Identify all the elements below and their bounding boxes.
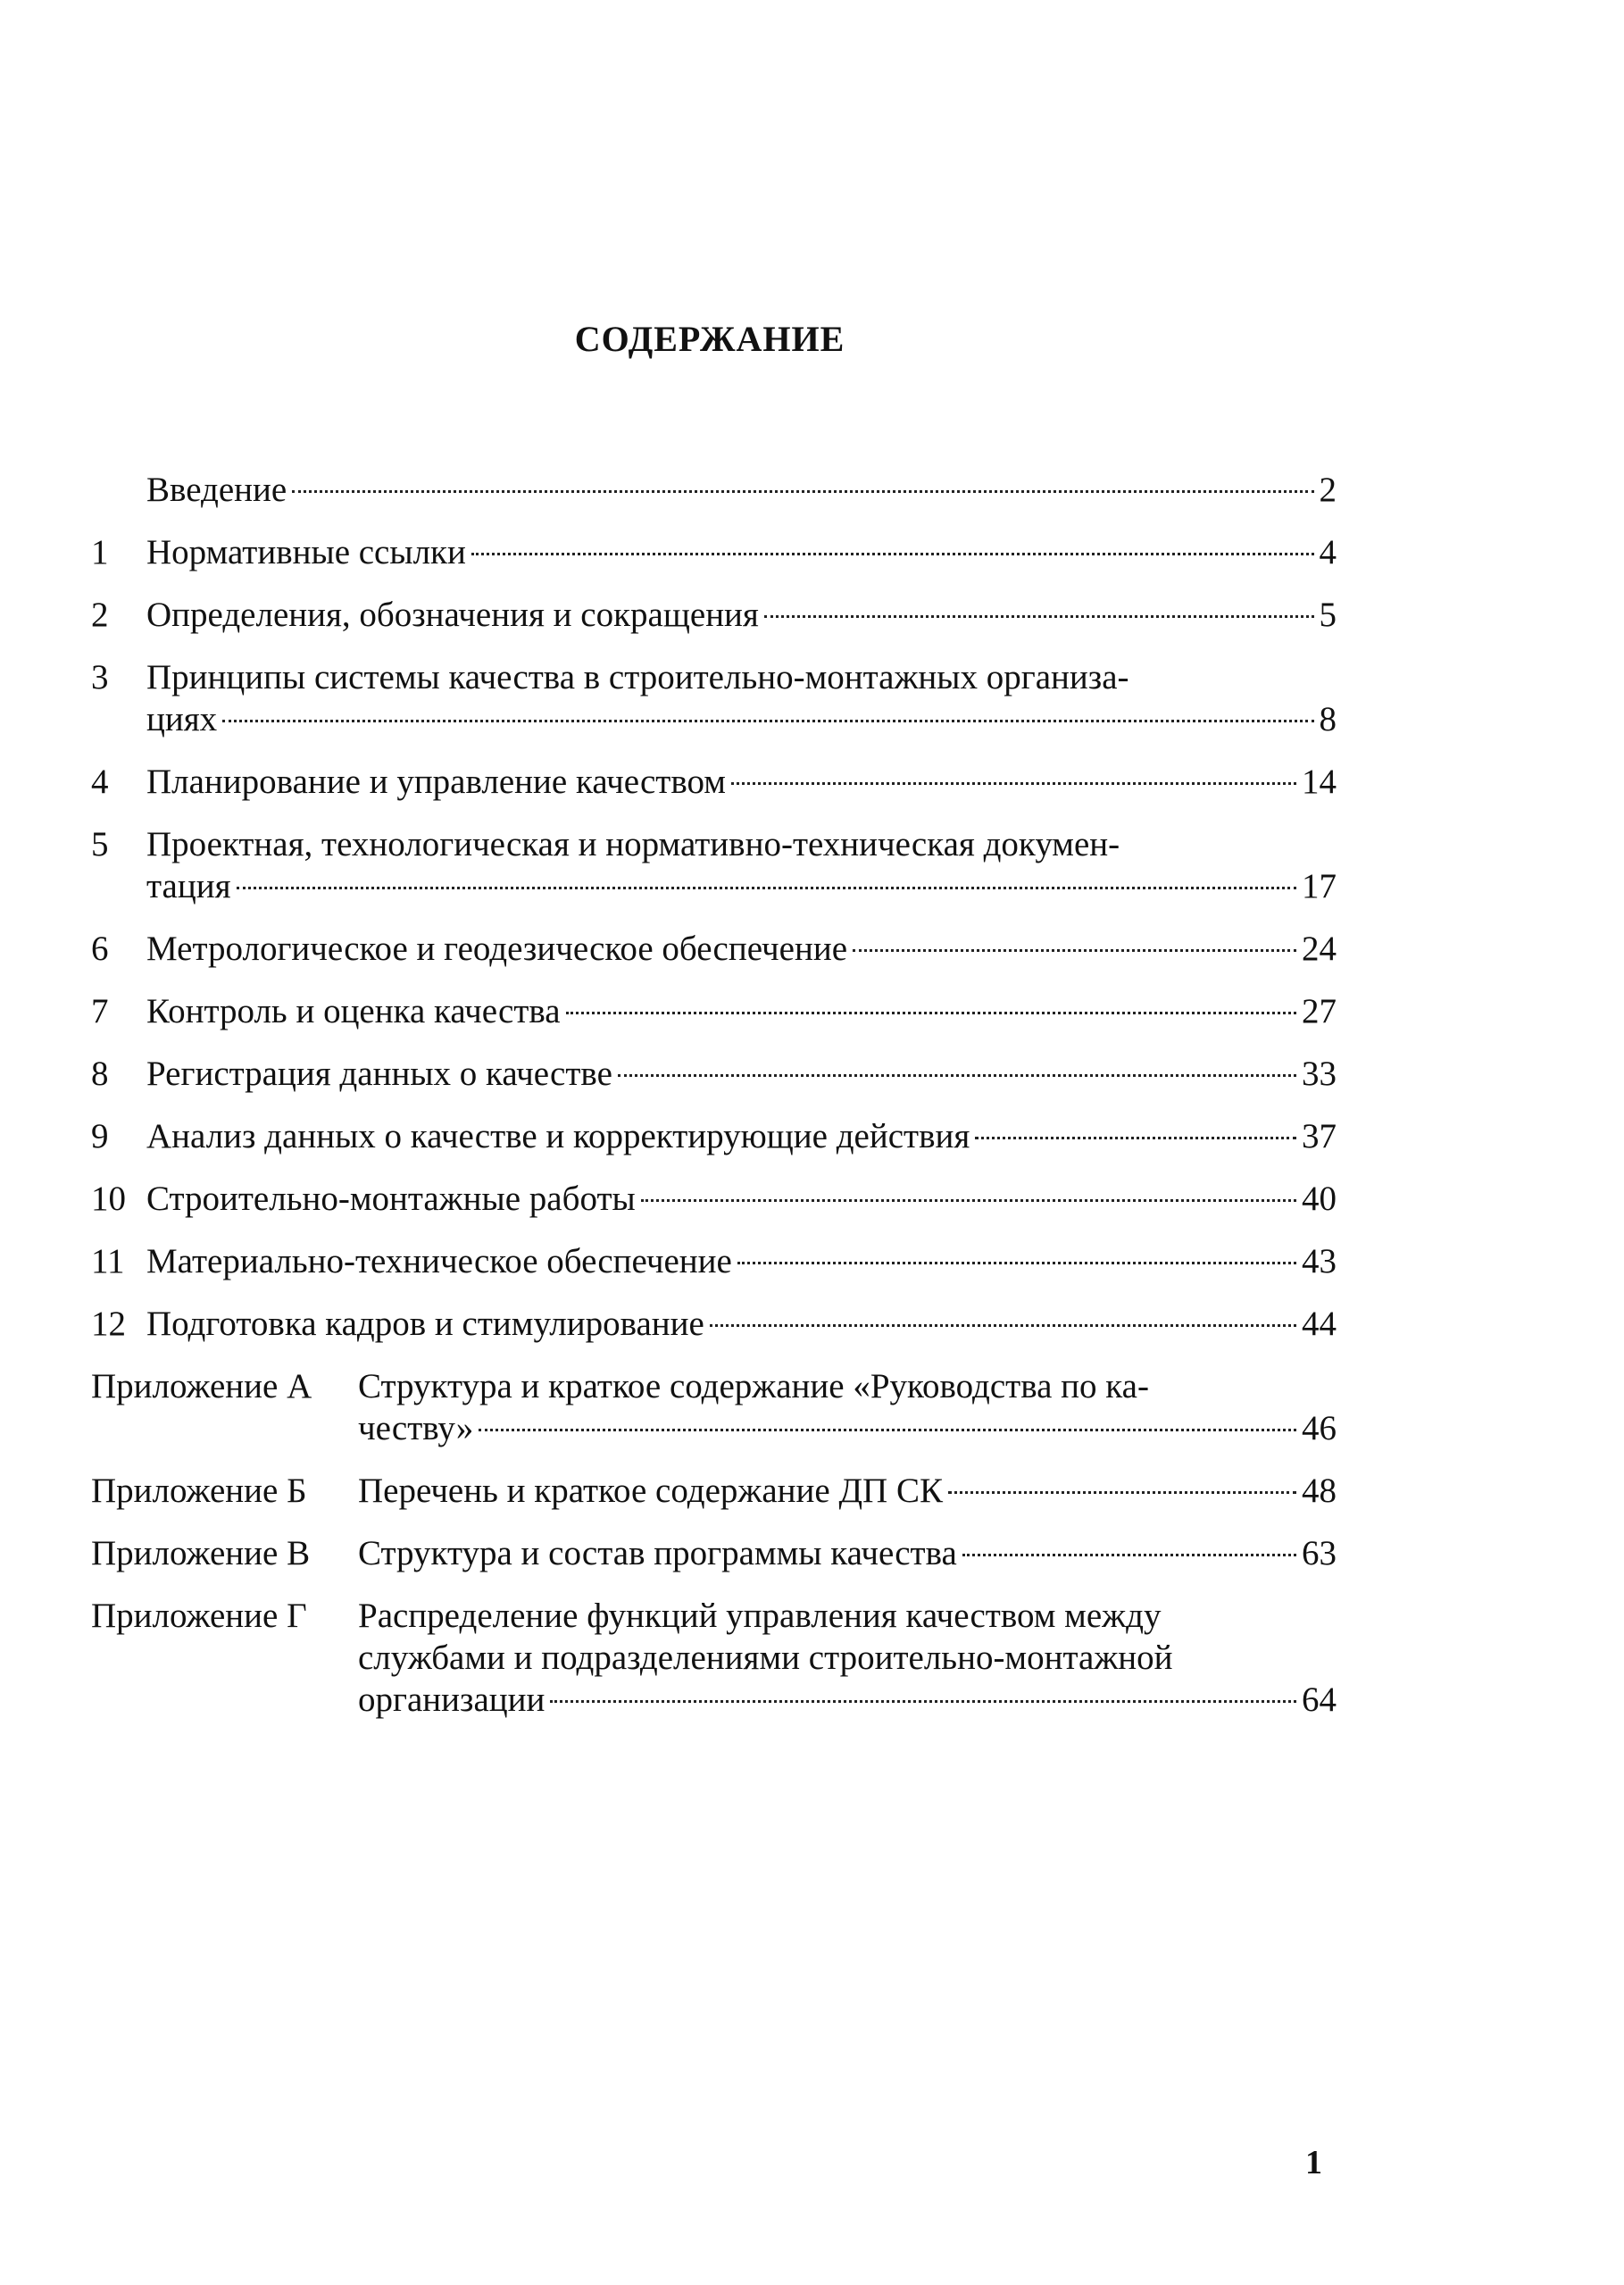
toc-entry-page: 5 [1319, 596, 1337, 634]
toc-entry-page: 33 [1302, 1055, 1337, 1093]
toc-entry-text: организации [358, 1680, 545, 1719]
toc-entry-text: Строительно-монтажные работы [146, 1180, 636, 1218]
toc-entry-last-line [358, 1679, 1337, 1721]
toc-entry-text: Регистрация данных о качестве [146, 1055, 612, 1093]
toc-entry [91, 656, 1337, 740]
toc-entry [91, 1115, 1337, 1157]
toc-entry [91, 928, 1337, 970]
toc-entry-body [146, 1303, 1337, 1345]
toc-entry-text: циях [146, 700, 218, 738]
toc-entry-text: Распределение функций управления качеством между [358, 1597, 1162, 1635]
dot-leader [566, 1012, 1296, 1014]
toc-entry-body [358, 1532, 1337, 1574]
toc-entry-number: 2 [91, 596, 109, 634]
toc-entry-body [146, 1115, 1337, 1157]
toc-entry-last-line [146, 469, 1337, 511]
toc-entry-number: 1 [91, 533, 109, 571]
toc-entry-number: 3 [91, 658, 109, 696]
toc-entry-page: 44 [1302, 1305, 1337, 1343]
toc-entry [91, 531, 1337, 573]
toc-entry-text: честву» [358, 1409, 474, 1447]
toc-entry-body [146, 1178, 1337, 1220]
page-number: 1 [1305, 2144, 1322, 2181]
toc-entry-text: Контроль и оценка качества [146, 992, 561, 1030]
toc-entry-page: 48 [1302, 1472, 1337, 1510]
toc-entry-body [146, 1053, 1337, 1095]
dot-leader [479, 1429, 1296, 1431]
toc-entry [91, 1365, 1337, 1449]
toc-entry-last-line [146, 531, 1337, 573]
toc-entry-text: Планирование и управление качеством [146, 763, 726, 801]
toc-entry-last-line [146, 1053, 1337, 1095]
toc-entry-number: Приложение А [91, 1367, 312, 1405]
toc-entry-body [146, 469, 1337, 511]
toc-entry-body [146, 761, 1337, 803]
toc-entry-body [146, 1240, 1337, 1282]
dot-leader [471, 553, 1314, 555]
dot-leader [764, 615, 1314, 618]
toc-entry-last-line [146, 1115, 1337, 1157]
toc-entry-text: Проектная, технологическая и нормативно-техническая докумен- [146, 825, 1120, 863]
toc-entry-body [146, 928, 1337, 970]
toc-entry-text: Структура и состав программы качества [358, 1534, 957, 1572]
toc-entry-body [146, 656, 1337, 740]
toc-entry-body [358, 1595, 1337, 1721]
dot-leader [853, 949, 1296, 952]
toc-entry-number: 7 [91, 992, 109, 1030]
toc-entry [91, 1053, 1337, 1095]
toc-entry-text: Структура и краткое содержание «Руководства по ка- [358, 1367, 1149, 1405]
toc-entry-number: Приложение Б [91, 1472, 307, 1510]
toc-entry-last-line [146, 698, 1337, 740]
toc-entry-body [146, 823, 1337, 907]
dot-leader [731, 782, 1296, 785]
toc-entry-body [358, 1470, 1337, 1512]
toc-entry-last-line [146, 865, 1337, 907]
toc-entry-number: Приложение Г [91, 1597, 307, 1635]
toc-entry-number: 5 [91, 825, 109, 863]
toc-entry-text: Нормативные ссылки [146, 533, 466, 571]
toc-entry-number: 6 [91, 930, 109, 968]
toc-entry-last-line [358, 1407, 1337, 1449]
toc-entry-page: 14 [1302, 763, 1337, 801]
table-of-contents [91, 469, 1337, 1741]
toc-entry-text: Подготовка кадров и стимулирование [146, 1305, 704, 1343]
toc-entry-last-line [146, 1178, 1337, 1220]
dot-leader [550, 1700, 1296, 1703]
toc-entry [91, 761, 1337, 803]
toc-entry-page: 27 [1302, 992, 1337, 1030]
toc-entry-page: 46 [1302, 1409, 1337, 1447]
toc-entry-text: Анализ данных о качестве и корректирующие действия [146, 1117, 970, 1155]
toc-entry-number: 8 [91, 1055, 109, 1093]
dot-leader [641, 1199, 1296, 1202]
toc-entry [91, 1303, 1337, 1345]
toc-entry-body [146, 990, 1337, 1032]
toc-entry [91, 1240, 1337, 1282]
toc-entry-text: тация [146, 867, 231, 905]
toc-entry-last-line [146, 1303, 1337, 1345]
dot-leader [237, 887, 1296, 889]
toc-entry [91, 1595, 1337, 1721]
toc-entry-page: 40 [1302, 1180, 1337, 1218]
toc-entry-text: Определения, обозначения и сокращения [146, 596, 759, 634]
dot-leader [948, 1491, 1296, 1494]
toc-entry-last-line [358, 1532, 1337, 1574]
toc-entry-text: Материально-техническое обеспечение [146, 1242, 732, 1280]
toc-entry-text: Метрологическое и геодезическое обеспечение [146, 930, 848, 968]
toc-entry-number: 11 [91, 1242, 125, 1280]
toc-entry-last-line [146, 761, 1337, 803]
dot-leader [737, 1262, 1296, 1264]
toc-entry-page: 17 [1302, 867, 1337, 905]
toc-entry-page: 37 [1302, 1117, 1337, 1155]
toc-entry [91, 1470, 1337, 1512]
toc-entry-text: Введение [146, 471, 287, 509]
toc-entry-page: 2 [1319, 471, 1337, 509]
dot-leader [222, 720, 1313, 722]
toc-entry-page: 8 [1319, 700, 1337, 738]
toc-entry [91, 1178, 1337, 1220]
toc-entry-last-line [358, 1470, 1337, 1512]
toc-entry-page: 43 [1302, 1242, 1337, 1280]
dot-leader [618, 1074, 1296, 1077]
toc-entry-page: 4 [1319, 533, 1337, 571]
toc-entry [91, 823, 1337, 907]
dot-leader [710, 1324, 1296, 1327]
toc-entry-last-line [146, 990, 1337, 1032]
toc-entry-last-line [146, 928, 1337, 970]
dot-leader [292, 490, 1313, 493]
toc-entry-number: 12 [91, 1305, 126, 1343]
toc-entry-number: Приложение В [91, 1534, 311, 1572]
toc-entry-text: Принципы системы качества в строительно-монтажных организа- [146, 658, 1129, 696]
dot-leader [962, 1554, 1296, 1556]
toc-entry-number: 10 [91, 1180, 126, 1218]
toc-entry-page: 24 [1302, 930, 1337, 968]
page-title: СОДЕРЖАНИЕ [574, 319, 845, 359]
toc-entry [91, 990, 1337, 1032]
toc-entry-number: 4 [91, 763, 109, 801]
toc-entry-text: службами и подразделениями строительно-монтажной [358, 1639, 1173, 1677]
toc-entry-body [358, 1365, 1337, 1449]
toc-entry-number: 9 [91, 1117, 109, 1155]
toc-entry-last-line [146, 594, 1337, 636]
toc-entry [91, 1532, 1337, 1574]
toc-entry-page: 63 [1302, 1534, 1337, 1572]
toc-entry [91, 594, 1337, 636]
dot-leader [975, 1137, 1296, 1139]
toc-entry-text: Перечень и краткое содержание ДП СК [358, 1472, 944, 1510]
toc-entry-page: 64 [1302, 1680, 1337, 1719]
toc-entry-body [146, 531, 1337, 573]
toc-entry-body [146, 594, 1337, 636]
toc-entry [91, 469, 1337, 511]
toc-entry-last-line [146, 1240, 1337, 1282]
